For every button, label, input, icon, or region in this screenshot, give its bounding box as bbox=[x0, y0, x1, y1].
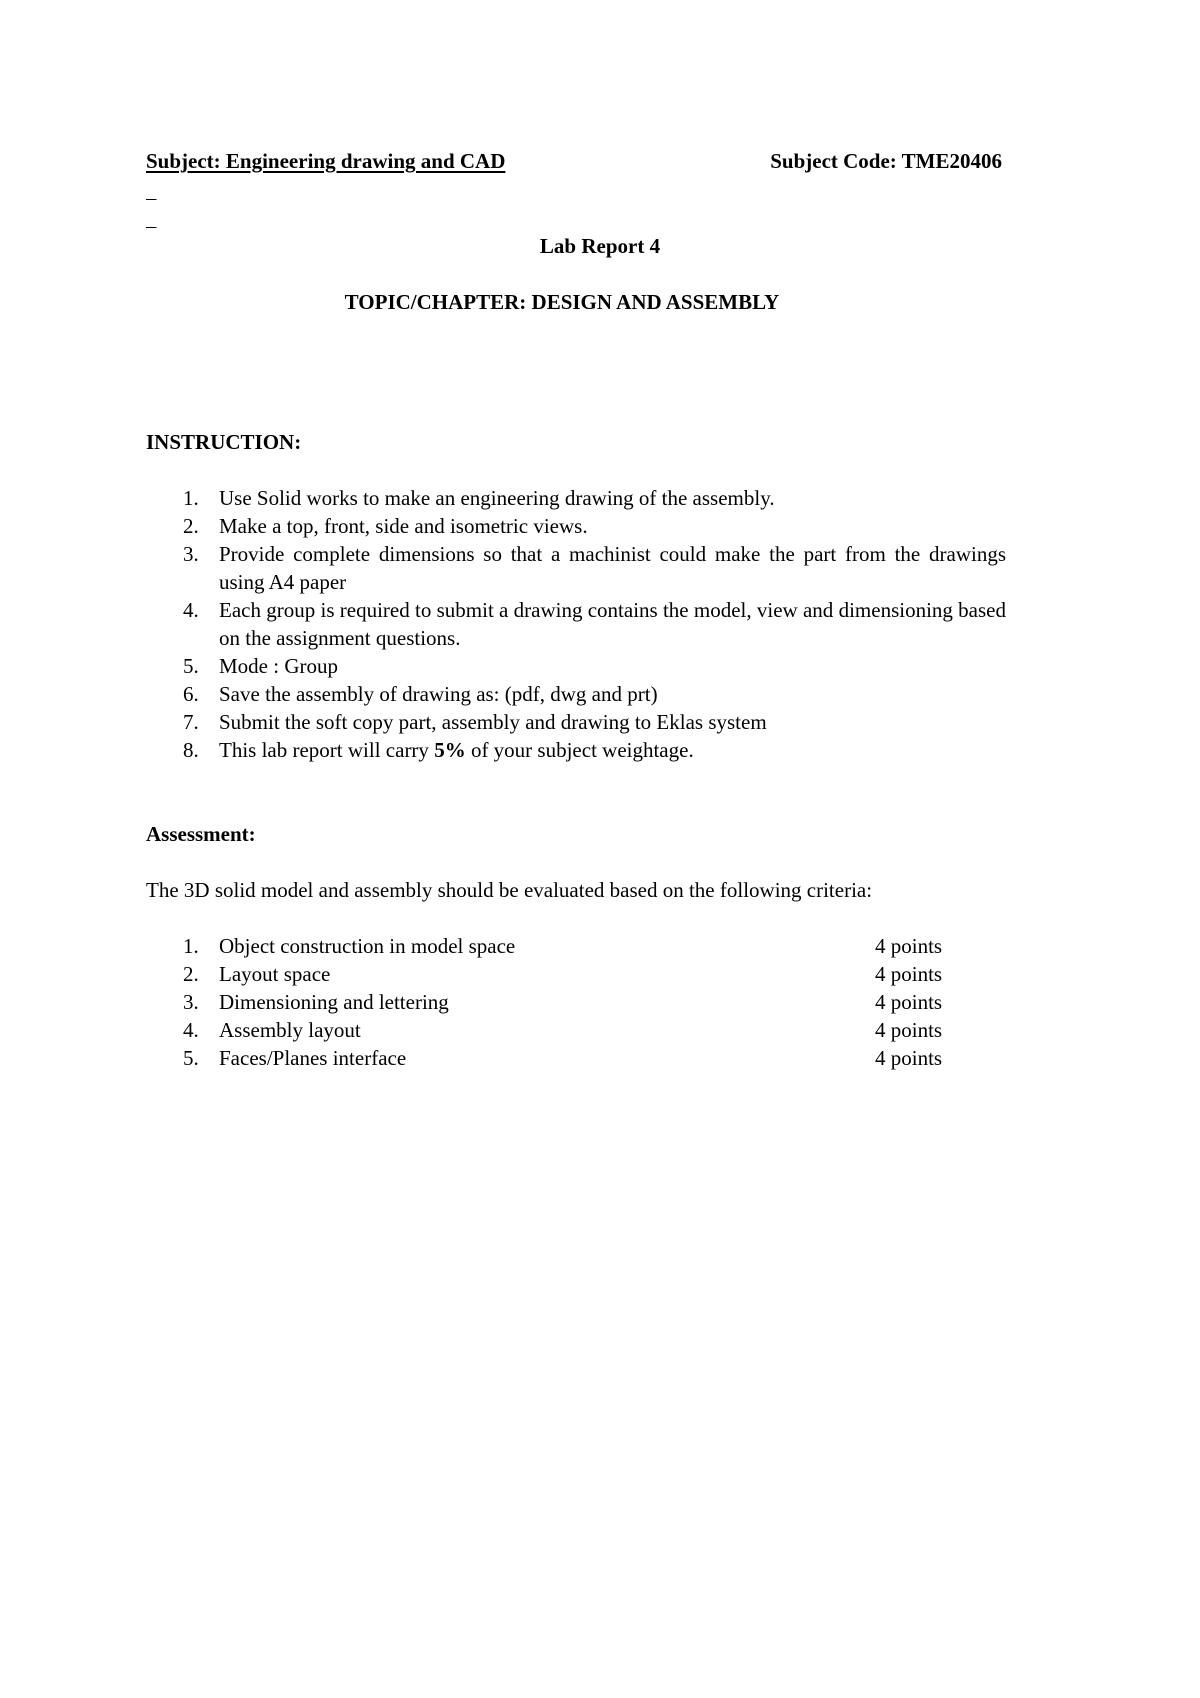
subject-name: Subject: Engineering drawing and CAD bbox=[146, 149, 506, 173]
list-item bbox=[146, 540, 1006, 596]
criteria-points: 4 points bbox=[875, 1046, 943, 1070]
criteria-item bbox=[146, 1016, 976, 1044]
list-number: 3. bbox=[183, 990, 199, 1014]
list-item-text-after: of your subject weightage. bbox=[465, 738, 694, 762]
criteria-points: 4 points bbox=[875, 990, 943, 1014]
list-number: 8. bbox=[183, 738, 199, 762]
topic-title: TOPIC/CHAPTER: DESIGN AND ASSEMBLY bbox=[344, 290, 780, 314]
instruction-heading: INSTRUCTION: bbox=[146, 430, 302, 454]
assessment-intro: The 3D solid model and assembly should be evaluated based on the following criteria: bbox=[146, 878, 873, 902]
list-number: 4. bbox=[183, 1018, 199, 1042]
criteria-item bbox=[146, 1044, 976, 1072]
list-item bbox=[146, 652, 1006, 680]
list-item-text: Use Solid works to make an engineering drawing of the assembly. bbox=[219, 486, 775, 510]
list-item bbox=[146, 484, 1006, 512]
list-item-text: Each group is required to submit a drawing contains the model, view and dimensioning based on the assignment questions. bbox=[219, 598, 1006, 650]
assessment-heading: Assessment: bbox=[146, 822, 256, 846]
list-number: 1. bbox=[183, 486, 199, 510]
list-number: 6. bbox=[183, 682, 199, 706]
list-number: 4. bbox=[183, 598, 199, 622]
criteria-label: Assembly layout bbox=[219, 1018, 361, 1042]
list-item-text: Mode : Group bbox=[219, 654, 338, 678]
list-number: 2. bbox=[183, 962, 199, 986]
criteria-item bbox=[146, 988, 976, 1016]
weightage-value: 5% bbox=[434, 738, 466, 762]
list-number: 2. bbox=[183, 514, 199, 538]
list-item bbox=[146, 708, 1006, 736]
list-item-text-before: This lab report will carry bbox=[219, 738, 435, 762]
list-item bbox=[146, 736, 1006, 764]
criteria-item bbox=[146, 932, 976, 960]
criteria-points: 4 points bbox=[875, 962, 943, 986]
list-number: 1. bbox=[183, 934, 199, 958]
list-item-text: Make a top, front, side and isometric views. bbox=[219, 514, 588, 538]
list-item-text: Provide complete dimensions so that a machinist could make the part from the drawings using A4 paper bbox=[219, 542, 1006, 594]
subject-code: Subject Code: TME20406 bbox=[770, 149, 1002, 173]
criteria-item bbox=[146, 960, 976, 988]
list-item-text: Save the assembly of drawing as: (pdf, dwg and prt) bbox=[219, 682, 658, 706]
list-item bbox=[146, 680, 1006, 708]
criteria-list bbox=[146, 932, 976, 1072]
criteria-label: Layout space bbox=[219, 962, 331, 986]
list-number: 5. bbox=[183, 1046, 199, 1070]
document-header bbox=[146, 147, 1002, 177]
criteria-label: Object construction in model space bbox=[219, 934, 516, 958]
criteria-points: 4 points bbox=[875, 1018, 943, 1042]
list-item-text: Submit the soft copy part, assembly and drawing to Eklas system bbox=[219, 710, 767, 734]
lab-report-title: Lab Report 4 bbox=[539, 234, 661, 258]
list-number: 7. bbox=[183, 710, 199, 734]
instruction-list bbox=[146, 484, 1006, 764]
criteria-points: 4 points bbox=[875, 934, 943, 958]
list-item bbox=[146, 596, 1006, 652]
list-number: 3. bbox=[183, 542, 199, 566]
list-item bbox=[146, 512, 1006, 540]
criteria-label: Dimensioning and lettering bbox=[219, 990, 449, 1014]
criteria-label: Faces/Planes interface bbox=[219, 1046, 407, 1070]
list-number: 5. bbox=[183, 654, 199, 678]
